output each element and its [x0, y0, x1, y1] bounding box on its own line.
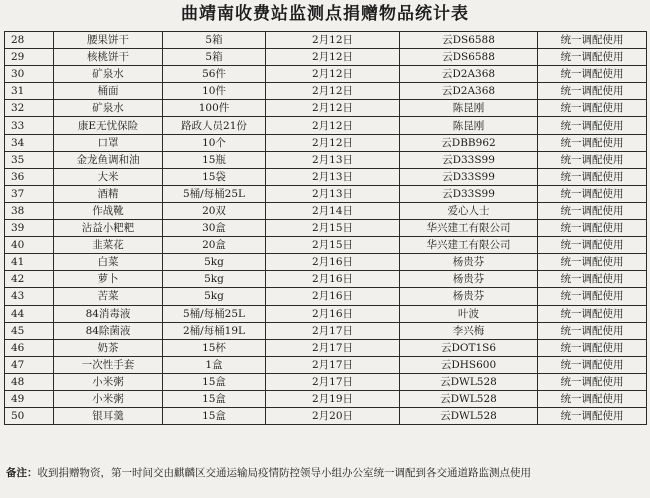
table-row — [5, 134, 647, 151]
date-cell: 2月12日 — [266, 66, 400, 83]
donor-cell: 云D2A368 — [400, 66, 538, 83]
table-row — [5, 237, 647, 254]
table-row — [5, 356, 647, 373]
quantity-cell: 1盒 — [163, 356, 266, 373]
item-name-cell: 一次性手套 — [54, 356, 163, 373]
date-cell: 2月13日 — [266, 185, 400, 202]
donor-cell: 华兴建工有限公司 — [400, 237, 538, 254]
table-row — [5, 117, 647, 134]
note-label: 备注： — [6, 467, 38, 479]
quantity-cell: 10个 — [163, 134, 266, 151]
donor-cell: 云DS6588 — [400, 32, 538, 49]
note-text: 收到捐赠物资，第一时间交由麒麟区交通运输局疫情防控领导小组办公室统一调配到各交通道路监测点使用 — [37, 467, 531, 479]
row-number-cell: 43 — [5, 288, 54, 305]
table-row — [5, 49, 647, 66]
usage-cell: 统一调配使用 — [538, 373, 647, 390]
usage-cell: 统一调配使用 — [538, 339, 647, 356]
date-cell: 2月15日 — [266, 237, 400, 254]
quantity-cell: 5kg — [163, 254, 266, 271]
donor-cell: 云D33S99 — [400, 185, 538, 202]
date-cell: 2月12日 — [266, 32, 400, 49]
quantity-cell: 15盒 — [163, 408, 266, 425]
quantity-cell: 5箱 — [163, 49, 266, 66]
row-number-cell: 36 — [5, 168, 54, 185]
quantity-cell: 30盒 — [163, 220, 266, 237]
usage-cell: 统一调配使用 — [538, 322, 647, 339]
usage-cell: 统一调配使用 — [538, 100, 647, 117]
usage-cell: 统一调配使用 — [538, 49, 647, 66]
usage-cell: 统一调配使用 — [538, 66, 647, 83]
date-cell: 2月17日 — [266, 322, 400, 339]
item-name-cell: 腰果饼干 — [54, 32, 163, 49]
usage-cell: 统一调配使用 — [538, 254, 647, 271]
donor-cell: 云D2A368 — [400, 83, 538, 100]
donation-table — [4, 31, 647, 425]
usage-cell: 统一调配使用 — [538, 271, 647, 288]
row-number-cell: 49 — [5, 390, 54, 407]
table-row — [5, 32, 647, 49]
date-cell: 2月16日 — [266, 288, 400, 305]
donor-cell: 叶波 — [400, 305, 538, 322]
table-row — [5, 185, 647, 202]
date-cell: 2月12日 — [266, 117, 400, 134]
row-number-cell: 28 — [5, 32, 54, 49]
usage-cell: 统一调配使用 — [538, 288, 647, 305]
donor-cell: 云DWL528 — [400, 373, 538, 390]
donor-cell: 云DOT1S6 — [400, 339, 538, 356]
usage-cell: 统一调配使用 — [538, 237, 647, 254]
item-name-cell: 沾益小粑粑 — [54, 220, 163, 237]
item-name-cell: 康E无忧保险 — [54, 117, 163, 134]
row-number-cell: 33 — [5, 117, 54, 134]
quantity-cell: 15盒 — [163, 373, 266, 390]
item-name-cell: 萝卜 — [54, 271, 163, 288]
item-name-cell: 韭菜花 — [54, 237, 163, 254]
row-number-cell: 44 — [5, 305, 54, 322]
usage-cell: 统一调配使用 — [538, 202, 647, 219]
quantity-cell: 100件 — [163, 100, 266, 117]
item-name-cell: 矿泉水 — [54, 100, 163, 117]
row-number-cell: 38 — [5, 202, 54, 219]
date-cell: 2月20日 — [266, 408, 400, 425]
row-number-cell: 31 — [5, 83, 54, 100]
page-title: 曲靖南收费站监测点捐赠物品统计表 — [181, 4, 469, 24]
item-name-cell: 84除菌液 — [54, 322, 163, 339]
date-cell: 2月12日 — [266, 49, 400, 66]
date-cell: 2月12日 — [266, 83, 400, 100]
usage-cell: 统一调配使用 — [538, 134, 647, 151]
row-number-cell: 37 — [5, 185, 54, 202]
table-row — [5, 254, 647, 271]
donor-cell: 云DS6588 — [400, 49, 538, 66]
date-cell: 2月19日 — [266, 390, 400, 407]
quantity-cell: 15杯 — [163, 339, 266, 356]
item-name-cell: 金龙鱼调和油 — [54, 151, 163, 168]
table-row — [5, 408, 647, 425]
item-name-cell: 小米粥 — [54, 373, 163, 390]
usage-cell: 统一调配使用 — [538, 356, 647, 373]
table-row — [5, 220, 647, 237]
table-row — [5, 202, 647, 219]
date-cell: 2月12日 — [266, 100, 400, 117]
item-name-cell: 84消毒液 — [54, 305, 163, 322]
donor-cell: 云DWL528 — [400, 408, 538, 425]
donor-cell: 李兴梅 — [400, 322, 538, 339]
table-row — [5, 151, 647, 168]
quantity-cell: 56件 — [163, 66, 266, 83]
table-row — [5, 373, 647, 390]
quantity-cell: 20双 — [163, 202, 266, 219]
donor-cell: 杨贵芬 — [400, 254, 538, 271]
item-name-cell: 奶茶 — [54, 339, 163, 356]
donor-cell: 云DHS600 — [400, 356, 538, 373]
quantity-cell: 5桶/每桶25L — [163, 305, 266, 322]
usage-cell: 统一调配使用 — [538, 151, 647, 168]
date-cell: 2月15日 — [266, 220, 400, 237]
quantity-cell: 5桶/每桶25L — [163, 185, 266, 202]
donor-cell: 云D33S99 — [400, 151, 538, 168]
quantity-cell: 2桶/每桶19L — [163, 322, 266, 339]
row-number-cell: 39 — [5, 220, 54, 237]
quantity-cell: 15盒 — [163, 390, 266, 407]
row-number-cell: 42 — [5, 271, 54, 288]
item-name-cell: 白菜 — [54, 254, 163, 271]
item-name-cell: 银耳羹 — [54, 408, 163, 425]
table-row — [5, 322, 647, 339]
donor-cell: 杨贵芬 — [400, 288, 538, 305]
item-name-cell: 酒精 — [54, 185, 163, 202]
note — [6, 466, 646, 480]
table-row — [5, 390, 647, 407]
usage-cell: 统一调配使用 — [538, 390, 647, 407]
table-row — [5, 100, 647, 117]
usage-cell: 统一调配使用 — [538, 117, 647, 134]
date-cell: 2月13日 — [266, 168, 400, 185]
item-name-cell: 口罩 — [54, 134, 163, 151]
item-name-cell: 小米粥 — [54, 390, 163, 407]
date-cell: 2月17日 — [266, 339, 400, 356]
row-number-cell: 40 — [5, 237, 54, 254]
quantity-cell: 20盒 — [163, 237, 266, 254]
date-cell: 2月16日 — [266, 254, 400, 271]
date-cell: 2月17日 — [266, 373, 400, 390]
donor-cell: 云DWL528 — [400, 390, 538, 407]
row-number-cell: 48 — [5, 373, 54, 390]
row-number-cell: 32 — [5, 100, 54, 117]
usage-cell: 统一调配使用 — [538, 408, 647, 425]
quantity-cell: 15瓶 — [163, 151, 266, 168]
quantity-cell: 路政人员21份 — [163, 117, 266, 134]
donor-cell: 陈昆刚 — [400, 117, 538, 134]
usage-cell: 统一调配使用 — [538, 305, 647, 322]
donor-cell: 爱心人士 — [400, 202, 538, 219]
item-name-cell: 作战靴 — [54, 202, 163, 219]
item-name-cell: 苦菜 — [54, 288, 163, 305]
row-number-cell: 29 — [5, 49, 54, 66]
item-name-cell: 矿泉水 — [54, 66, 163, 83]
usage-cell: 统一调配使用 — [538, 32, 647, 49]
usage-cell: 统一调配使用 — [538, 185, 647, 202]
donor-cell: 云DBB962 — [400, 134, 538, 151]
table-row — [5, 305, 647, 322]
table-row — [5, 271, 647, 288]
date-cell: 2月16日 — [266, 305, 400, 322]
table-row — [5, 66, 647, 83]
quantity-cell: 15袋 — [163, 168, 266, 185]
date-cell: 2月16日 — [266, 271, 400, 288]
table-row — [5, 288, 647, 305]
row-number-cell: 50 — [5, 408, 54, 425]
row-number-cell: 35 — [5, 151, 54, 168]
date-cell: 2月14日 — [266, 202, 400, 219]
row-number-cell: 47 — [5, 356, 54, 373]
donor-cell: 杨贵芬 — [400, 271, 538, 288]
donor-cell: 陈昆刚 — [400, 100, 538, 117]
usage-cell: 统一调配使用 — [538, 83, 647, 100]
row-number-cell: 34 — [5, 134, 54, 151]
quantity-cell: 10件 — [163, 83, 266, 100]
date-cell: 2月17日 — [266, 356, 400, 373]
item-name-cell: 桶面 — [54, 83, 163, 100]
table-row — [5, 339, 647, 356]
quantity-cell: 5kg — [163, 288, 266, 305]
date-cell: 2月13日 — [266, 151, 400, 168]
row-number-cell: 30 — [5, 66, 54, 83]
row-number-cell: 46 — [5, 339, 54, 356]
item-name-cell: 核桃饼干 — [54, 49, 163, 66]
table-row — [5, 168, 647, 185]
table-row — [5, 83, 647, 100]
usage-cell: 统一调配使用 — [538, 220, 647, 237]
item-name-cell: 大米 — [54, 168, 163, 185]
row-number-cell: 45 — [5, 322, 54, 339]
donor-cell: 华兴建工有限公司 — [400, 220, 538, 237]
date-cell: 2月12日 — [266, 134, 400, 151]
quantity-cell: 5箱 — [163, 32, 266, 49]
usage-cell: 统一调配使用 — [538, 168, 647, 185]
quantity-cell: 5kg — [163, 271, 266, 288]
row-number-cell: 41 — [5, 254, 54, 271]
table-body — [5, 32, 647, 425]
donor-cell: 云D33S99 — [400, 168, 538, 185]
